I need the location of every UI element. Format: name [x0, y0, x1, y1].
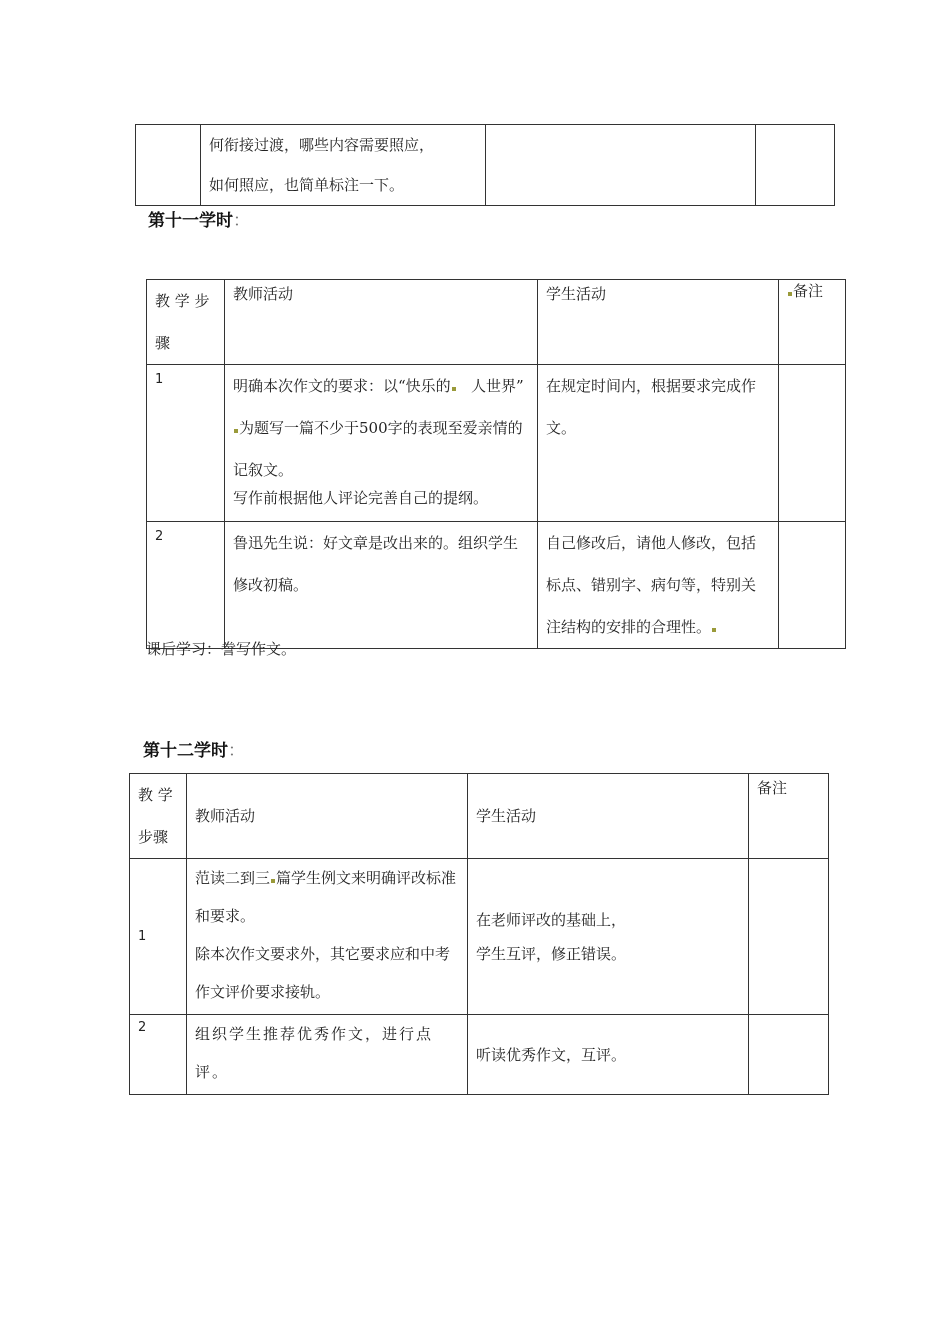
step-cell — [136, 125, 201, 206]
student-activity-cell — [486, 125, 756, 206]
header-step: 教 学 步骤 — [130, 774, 187, 859]
header-step: 教 学 步 骤 — [147, 280, 225, 365]
section-12-title: 第十二学时： — [143, 741, 245, 761]
student-line: 在老师评改的基础上， — [476, 910, 627, 929]
remark-cell — [779, 522, 846, 649]
student-activity-cell: 听读优秀作文，互评。 — [468, 1015, 749, 1095]
after-class-note: 课后学习：誊写作文。 — [146, 640, 297, 658]
student-activity-cell: 在规定时间内，根据要求完成作文。 — [538, 365, 779, 522]
header-student: 学生活动 — [468, 774, 749, 859]
student-line: 学生互评，修正错误。 — [476, 944, 627, 963]
lesson-11-table — [146, 279, 846, 649]
teacher-line: 何衔接过渡，哪些内容需要照应， — [209, 136, 435, 154]
student-activity-cell: 自己修改后，请他人修改，包括标点、错别字、病句等，特别关注结构的安排的合理性。 — [538, 522, 779, 649]
remark-cell — [749, 1015, 829, 1095]
header-remark: 备注 — [749, 774, 829, 859]
step-number: 1 — [147, 365, 225, 522]
teacher-line: 写作前根据他人评论完善自己的提纲。 — [233, 489, 489, 507]
header-teacher: 教师活动 — [225, 280, 538, 365]
step-number: 2 — [147, 522, 225, 649]
lesson-12-table — [129, 773, 829, 1095]
remark-cell — [749, 859, 829, 1015]
teacher-activity-cell: 鲁迅先生说：好文章是改出来的。组织学生修改初稿。 — [225, 522, 538, 649]
teacher-line: 如何照应，也简单标注一下。 — [209, 176, 405, 194]
header-student: 学生活动 — [538, 280, 779, 365]
teacher-activity-cell — [201, 125, 486, 206]
remark-cell — [779, 365, 846, 522]
remark-cell — [756, 125, 835, 206]
step-number: 2 — [130, 1015, 187, 1095]
section-11-title: 第十一学时： — [148, 211, 250, 231]
teacher-line: 除本次作文要求外，其它要求应和中考作文评价要求接轨。 — [195, 945, 451, 1001]
teacher-activity-cell: 明确本次作文的要求：以“快乐的 人世界”为题写一篇不少于500字的表现至爱亲情的记叙文。 写作前根据他人评论完善自己的提纲。 — [225, 365, 538, 522]
continuation-table — [135, 124, 835, 206]
teacher-activity-cell: 范读二到三 篇学生例文来明确评改标准和要求。 除本次作文要求外，其它要求应和中考作文评价要求接轨。 — [187, 859, 468, 1015]
teacher-activity-cell: 组织学生推荐优秀作文，进行点评。 — [187, 1015, 468, 1095]
header-teacher: 教师活动 — [187, 774, 468, 859]
header-remark: 备注 — [779, 280, 846, 365]
step-number: 1 — [130, 859, 187, 1015]
student-activity-cell — [468, 859, 749, 1015]
